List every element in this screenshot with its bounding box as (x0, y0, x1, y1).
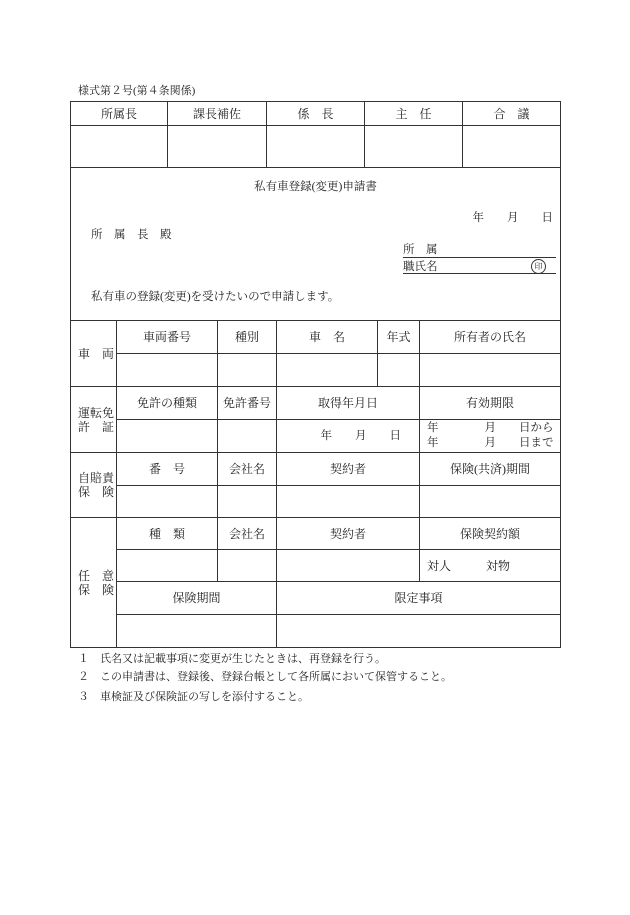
compulsory-insurance-label-line-1: 自賠責 (78, 471, 115, 485)
approval-header-unit-chief: 係 長 (267, 102, 365, 126)
voluntary-company-header: 会社名 (218, 518, 277, 550)
voluntary-company-field (218, 550, 277, 582)
coverage-bodily-label: 対人 (427, 558, 452, 573)
license-expiry-header: 有効期限 (420, 387, 561, 420)
coverage-property-label: 対物 (486, 558, 511, 573)
compulsory-period-header: 保険(共済)期間 (420, 453, 561, 486)
compulsory-company-field (218, 486, 277, 518)
affiliation-underline (403, 257, 556, 258)
vehicle-owner-header: 所有者の氏名 (420, 321, 561, 354)
voluntary-period-header: 保険期間 (117, 582, 277, 615)
license-number-field (218, 420, 277, 453)
voluntary-kind-field (117, 550, 218, 582)
compulsory-contractor-header: 契約者 (277, 453, 420, 486)
voluntary-insurance-label-line-1: 任 意 (78, 568, 115, 583)
vehicle-year-field (378, 354, 420, 387)
license-label-line-1: 運転免 (78, 405, 115, 420)
vehicle-label: 車 両 (78, 346, 115, 361)
license-acquired-date: 年 月 日 (277, 420, 420, 453)
form-title: 私有車登録(変更)申請書 (254, 181, 377, 193)
license-number-header: 免許番号 (218, 387, 277, 420)
voluntary-restrictions-field (277, 615, 561, 648)
compulsory-period-field (420, 486, 561, 518)
voluntary-kind-header: 種 類 (117, 518, 218, 550)
approval-stamp-box (463, 126, 561, 168)
voluntary-period-field (117, 615, 277, 648)
note-2: ２ この申請書は、登録後、登録台帳として各所属において保管すること。 (78, 671, 452, 683)
application-box (70, 168, 561, 320)
voluntary-amount-field (420, 550, 561, 582)
approval-stamp-box (71, 126, 168, 168)
application-statement: 私有車の登録(変更)を受けたいので申請します。 (91, 291, 340, 303)
name-underline (403, 273, 556, 274)
vehicle-year-header: 年式 (378, 321, 420, 354)
form-number: 様式第２号(第４条関係) (78, 85, 196, 97)
vehicle-type-header: 種別 (218, 321, 277, 354)
voluntary-contractor-header: 契約者 (277, 518, 420, 550)
compulsory-company-header: 会社名 (218, 453, 277, 486)
approval-table (70, 101, 561, 168)
license-acquired-header: 取得年月日 (277, 387, 420, 420)
compulsory-number-header: 番 号 (117, 453, 218, 486)
license-expiry-from: 年 月 日から (427, 422, 554, 434)
compulsory-number-field (117, 486, 218, 518)
voluntary-insurance-section-label (71, 518, 117, 648)
compulsory-insurance-section-label (71, 453, 117, 518)
voluntary-contractor-field (277, 550, 420, 582)
approval-header-consultation: 合 議 (463, 102, 561, 126)
note-1: １ 氏名又は記載事項に変更が生じたときは、再登録を行う。 (78, 653, 386, 665)
voluntary-restrictions-header: 限定事項 (277, 582, 561, 615)
note-3: ３ 車検証及び保険証の写しを添付すること。 (78, 691, 309, 703)
license-label-line-2: 許 証 (78, 419, 115, 434)
vehicle-section-label (71, 321, 117, 387)
application-date: 年 月 日 (472, 212, 553, 224)
vehicle-name-field (277, 354, 378, 387)
approval-header-section-chief: 所属長 (71, 102, 168, 126)
addressee: 所 属 長 殿 (91, 229, 172, 241)
voluntary-amount-header: 保険契約額 (420, 518, 561, 550)
vehicle-name-header: 車 名 (277, 321, 378, 354)
vehicle-type-field (218, 354, 277, 387)
approval-stamp-box (168, 126, 267, 168)
compulsory-insurance-label-line-2: 保 険 (78, 485, 115, 499)
seal-mark-icon: 印 (531, 259, 546, 274)
details-table (70, 320, 561, 648)
approval-header-deputy-manager: 課長補佐 (168, 102, 267, 126)
approval-header-supervisor: 主 任 (365, 102, 463, 126)
vehicle-number-field (117, 354, 218, 387)
license-kind-header: 免許の種類 (117, 387, 218, 420)
license-kind-field (117, 420, 218, 453)
voluntary-insurance-label-line-2: 保 険 (78, 582, 115, 597)
compulsory-contractor-field (277, 486, 420, 518)
vehicle-number-header: 車両番号 (117, 321, 218, 354)
license-expiry-field (420, 420, 561, 453)
vehicle-owner-field (420, 354, 561, 387)
approval-stamp-box (365, 126, 463, 168)
approval-stamp-box (267, 126, 365, 168)
name-label: 職氏名 (403, 261, 438, 273)
license-expiry-to: 年 月 日まで (427, 437, 554, 449)
license-section-label (71, 387, 117, 453)
affiliation-label: 所 属 (403, 244, 438, 256)
